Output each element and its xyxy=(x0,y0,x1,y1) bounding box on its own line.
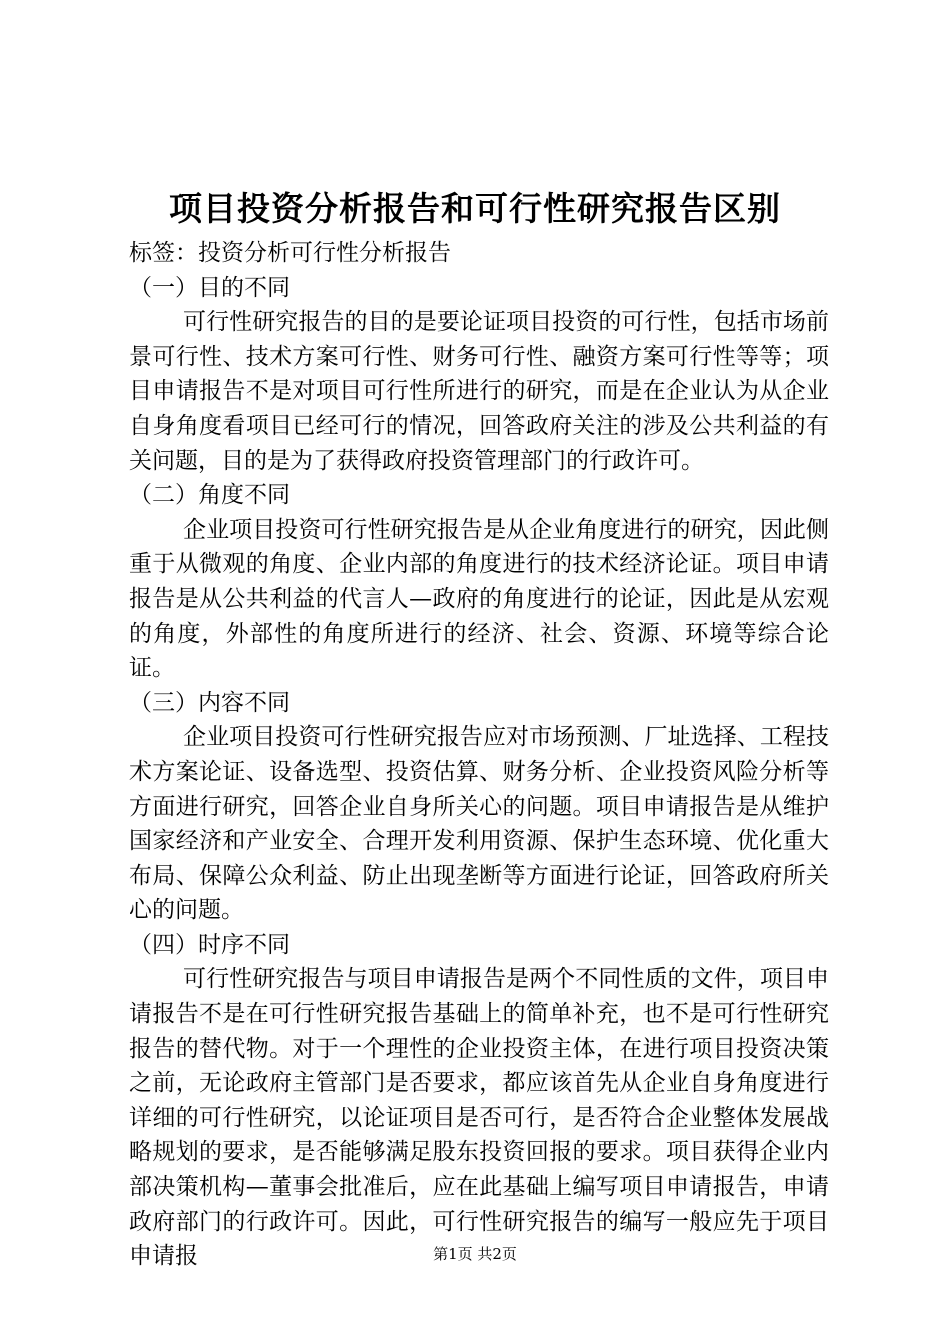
section-paragraph-3: 企业项目投资可行性研究报告应对市场预测、厂址选择、工程技术方案论证、设备选型、投资估算、财务分析、企业投资风险分析等方面进行研究，回答企业自身所关心的问题。项目申请报告是从维护国家经济和产业安全、合理开发利用资源、保护生态环境、优化重大布局、保障公众利益、防止出现垄断等方面进行论证，回答政府所关心的问题。 xyxy=(129,724,829,924)
page-footer: 第1页 共2页 xyxy=(433,1245,517,1263)
document-title: 项目投资分析报告和可行性研究报告区别 xyxy=(169,189,781,228)
section-heading-2: （二）角度不同 xyxy=(129,482,290,509)
section-heading-4: （四）时序不同 xyxy=(129,931,290,958)
document-body xyxy=(129,236,829,1274)
section-paragraph-2: 企业项目投资可行性研究报告是从企业角度进行的研究，因此侧重于从微观的角度、企业内部的角度进行的技术经济论证。项目申请报告是从公共利益的代言人—政府的角度进行的论证，因此是从宏观的角度，外部性的角度所进行的经济、社会、资源、环境等综合论证。 xyxy=(129,516,829,682)
tags-line: 标签：投资分析可行性分析报告 xyxy=(129,240,451,266)
section-paragraph-4: 可行性研究报告与项目申请报告是两个不同性质的文件，项目申请报告不是在可行性研究报告基础上的简单补充，也不是可行性研究报告的替代物。对于一个理性的企业投资主体，在进行项目投资决策之前，无论政府主管部门是否要求，都应该首先从企业自身角度进行详细的可行性研究，以论证项目是否可行，是否符合企业整体发展战略规划的要求，是否能够满足股东投资回报的要求。项目获得企业内部决策机构—董事会批准后，应在此基础上编写项目申请报告，申请政府部门的行政许可。因此，可行性研究报告的编写一般应先于项目申请报 xyxy=(129,966,829,1270)
section-paragraph-1: 可行性研究报告的目的是要论证项目投资的可行性，包括市场前景可行性、技术方案可行性、财务可行性、融资方案可行性等等；项目申请报告不是对项目可行性所进行的研究，而是在企业认为从企业自身角度看项目已经可行的情况，回答政府关注的涉及公共利益的有关问题，目的是为了获得政府投资管理部门的行政许可。 xyxy=(129,309,829,474)
section-heading-1: （一）目的不同 xyxy=(129,274,290,301)
section-heading-3: （三）内容不同 xyxy=(129,689,290,716)
